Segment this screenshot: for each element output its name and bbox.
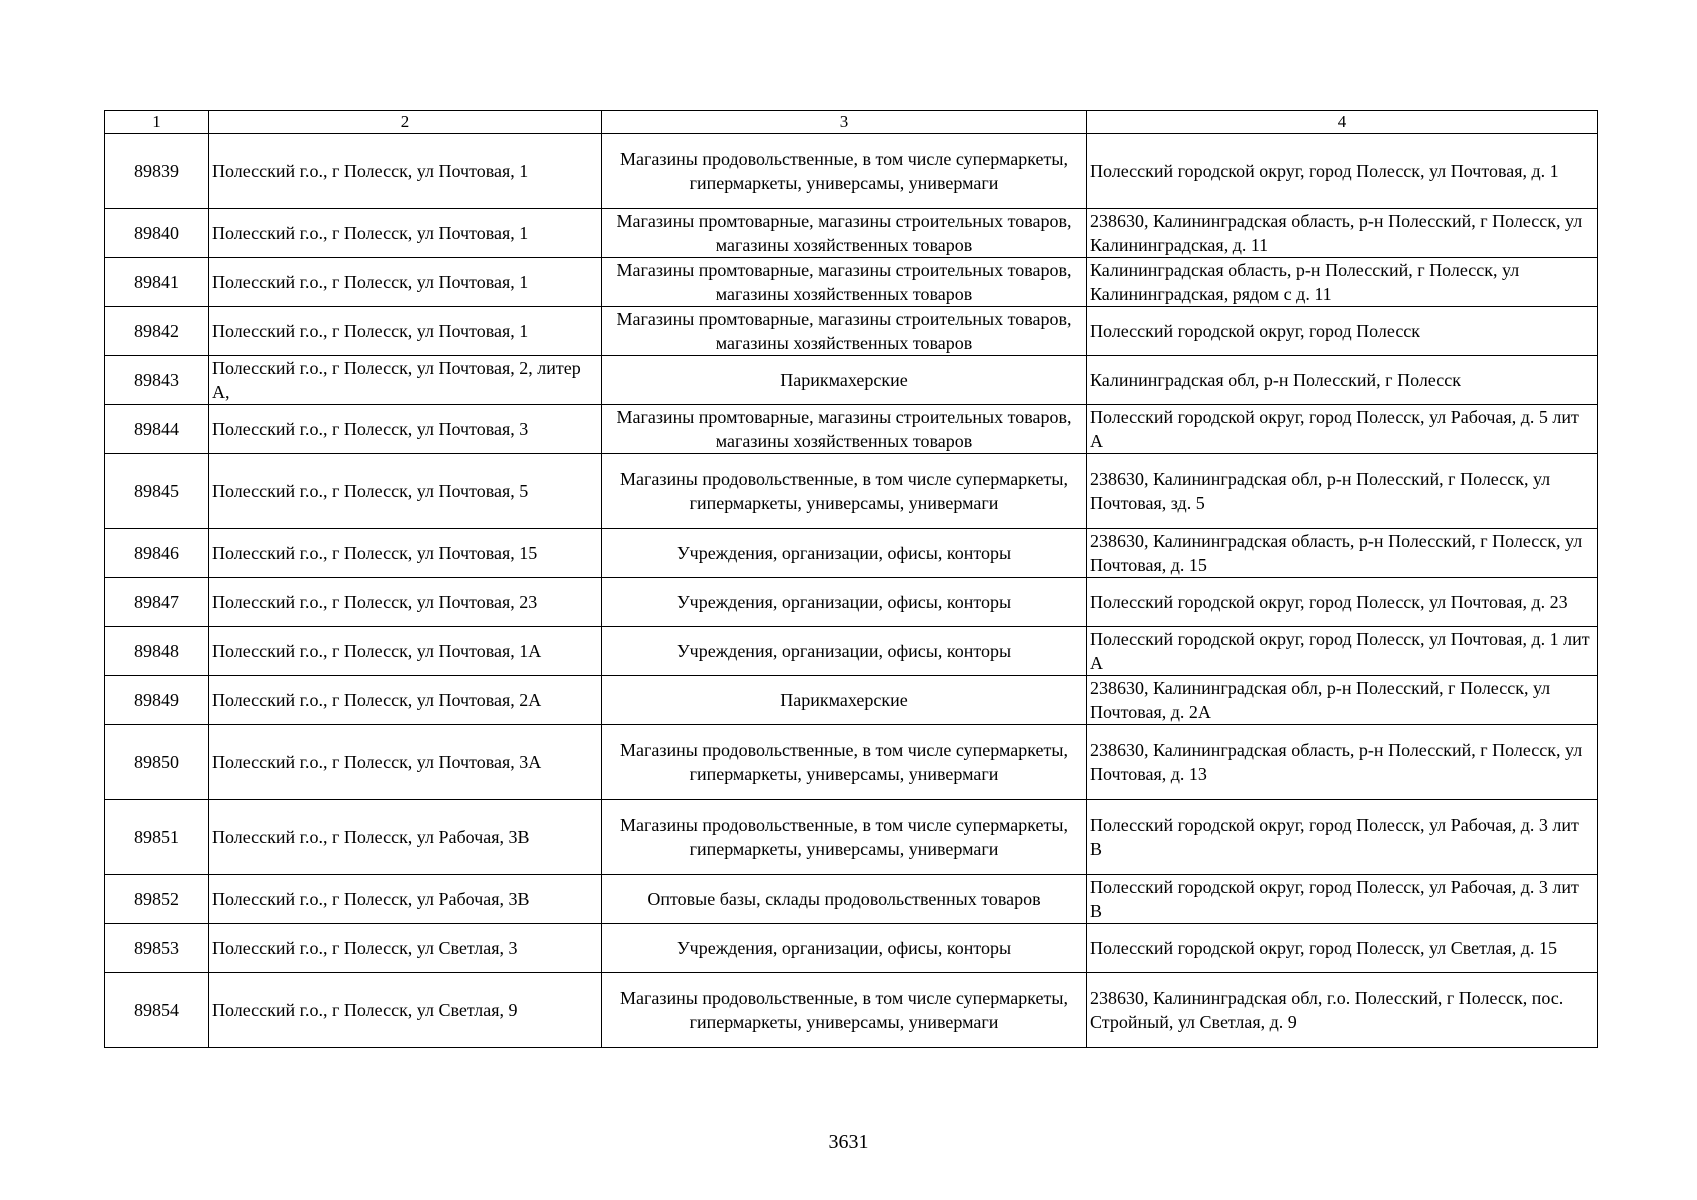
table-row [105,627,1598,676]
row-object-type: Магазины продовольственные, в том числе супермаркеты, гипермаркеты, универсамы, универмаги [602,134,1087,209]
row-address: Полесский г.о., г Полесск, ул Почтовая, 1А [209,627,602,676]
table-row [105,529,1598,578]
table-row [105,800,1598,875]
column-header-4: 4 [1087,111,1598,134]
header-row [105,111,1598,134]
table-row [105,875,1598,924]
row-id: 89840 [105,209,209,258]
row-object-type: Магазины промтоварные, магазины строительных товаров, магазины хозяйственных товаров [602,258,1087,307]
row-id: 89852 [105,875,209,924]
row-object-type: Магазины продовольственные, в том числе супермаркеты, гипермаркеты, универсамы, универмаги [602,454,1087,529]
row-id: 89849 [105,676,209,725]
column-header-3: 3 [602,111,1087,134]
row-address: Полесский г.о., г Полесск, ул Почтовая, 1 [209,307,602,356]
table-row [105,356,1598,405]
registry-table [104,110,1598,1048]
row-location: 238630, Калининградская обл, р-н Полесский, г Полесск, ул Почтовая, зд. 5 [1087,454,1598,529]
row-id: 89842 [105,307,209,356]
row-address: Полесский г.о., г Полесск, ул Почтовая, 2А [209,676,602,725]
row-location: Полесский городской округ, город Полесск, ул Рабочая, д. 3 лит В [1087,800,1598,875]
row-address: Полесский г.о., г Полесск, ул Светлая, 3 [209,924,602,973]
row-location: 238630, Калининградская область, р-н Полесский, г Полесск, ул Калининградская, д. 11 [1087,209,1598,258]
row-location: Полесский городской округ, город Полесск, ул Почтовая, д. 23 [1087,578,1598,627]
row-id: 89841 [105,258,209,307]
row-address: Полесский г.о., г Полесск, ул Почтовая, 1 [209,134,602,209]
table-row [105,307,1598,356]
row-location: Полесский городской округ, город Полесск, ул Почтовая, д. 1 лит А [1087,627,1598,676]
row-object-type: Магазины промтоварные, магазины строительных товаров, магазины хозяйственных товаров [602,405,1087,454]
table-row [105,578,1598,627]
table-row [105,973,1598,1048]
row-id: 89854 [105,973,209,1048]
table-row [105,924,1598,973]
row-address: Полесский г.о., г Полесск, ул Почтовая, 1 [209,209,602,258]
row-id: 89839 [105,134,209,209]
row-object-type: Учреждения, организации, офисы, конторы [602,578,1087,627]
row-object-type: Учреждения, организации, офисы, конторы [602,924,1087,973]
row-id: 89843 [105,356,209,405]
row-object-type: Оптовые базы, склады продовольственных товаров [602,875,1087,924]
row-location: Калининградская область, р-н Полесский, г Полесск, ул Калининградская, рядом с д. 11 [1087,258,1598,307]
row-location: Полесский городской округ, город Полесск, ул Рабочая, д. 5 лит А [1087,405,1598,454]
row-address: Полесский г.о., г Полесск, ул Почтовая, 3А [209,725,602,800]
column-header-2: 2 [209,111,602,134]
row-object-type: Учреждения, организации, офисы, конторы [602,627,1087,676]
row-location: Полесский городской округ, город Полесск [1087,307,1598,356]
row-id: 89846 [105,529,209,578]
table-row [105,134,1598,209]
row-object-type: Парикмахерские [602,676,1087,725]
row-address: Полесский г.о., г Полесск, ул Почтовая, 23 [209,578,602,627]
row-object-type: Магазины промтоварные, магазины строительных товаров, магазины хозяйственных товаров [602,209,1087,258]
row-id: 89845 [105,454,209,529]
row-id: 89848 [105,627,209,676]
row-id: 89847 [105,578,209,627]
row-address: Полесский г.о., г Полесск, ул Почтовая, 3 [209,405,602,454]
table-row [105,258,1598,307]
row-id: 89851 [105,800,209,875]
row-address: Полесский г.о., г Полесск, ул Рабочая, 3В [209,875,602,924]
document-page [104,110,1597,1048]
row-location: 238630, Калининградская область, р-н Полесский, г Полесск, ул Почтовая, д. 13 [1087,725,1598,800]
row-object-type: Магазины промтоварные, магазины строительных товаров, магазины хозяйственных товаров [602,307,1087,356]
row-address: Полесский г.о., г Полесск, ул Почтовая, 2, литер А, [209,356,602,405]
row-address: Полесский г.о., г Полесск, ул Почтовая, 1 [209,258,602,307]
table-row [105,676,1598,725]
row-location: Полесский городской округ, город Полесск, ул Светлая, д. 15 [1087,924,1598,973]
row-address: Полесский г.о., г Полесск, ул Почтовая, 15 [209,529,602,578]
row-address: Полесский г.о., г Полесск, ул Светлая, 9 [209,973,602,1048]
row-id: 89850 [105,725,209,800]
row-location: Калининградская обл, р-н Полесский, г Полесск [1087,356,1598,405]
row-address: Полесский г.о., г Полесск, ул Почтовая, 5 [209,454,602,529]
row-id: 89844 [105,405,209,454]
row-object-type: Магазины продовольственные, в том числе супермаркеты, гипермаркеты, универсамы, универмаги [602,973,1087,1048]
row-object-type: Учреждения, организации, офисы, конторы [602,529,1087,578]
table-row [105,405,1598,454]
row-location: Полесский городской округ, город Полесск, ул Рабочая, д. 3 лит В [1087,875,1598,924]
row-object-type: Магазины продовольственные, в том числе супермаркеты, гипермаркеты, универсамы, универмаги [602,800,1087,875]
table-row [105,209,1598,258]
page-number: 3631 [828,1131,869,1153]
row-location: 238630, Калининградская обл, р-н Полесский, г Полесск, ул Почтовая, д. 2А [1087,676,1598,725]
row-location: 238630, Калининградская область, р-н Полесский, г Полесск, ул Почтовая, д. 15 [1087,529,1598,578]
row-location: Полесский городской округ, город Полесск, ул Почтовая, д. 1 [1087,134,1598,209]
row-object-type: Парикмахерские [602,356,1087,405]
row-id: 89853 [105,924,209,973]
table-row [105,454,1598,529]
row-object-type: Магазины продовольственные, в том числе супермаркеты, гипермаркеты, универсамы, универмаги [602,725,1087,800]
row-address: Полесский г.о., г Полесск, ул Рабочая, 3В [209,800,602,875]
row-location: 238630, Калининградская обл, г.о. Полесский, г Полесск, пос. Стройный, ул Светлая, д. 9 [1087,973,1598,1048]
column-header-1: 1 [105,111,209,134]
table-row [105,725,1598,800]
